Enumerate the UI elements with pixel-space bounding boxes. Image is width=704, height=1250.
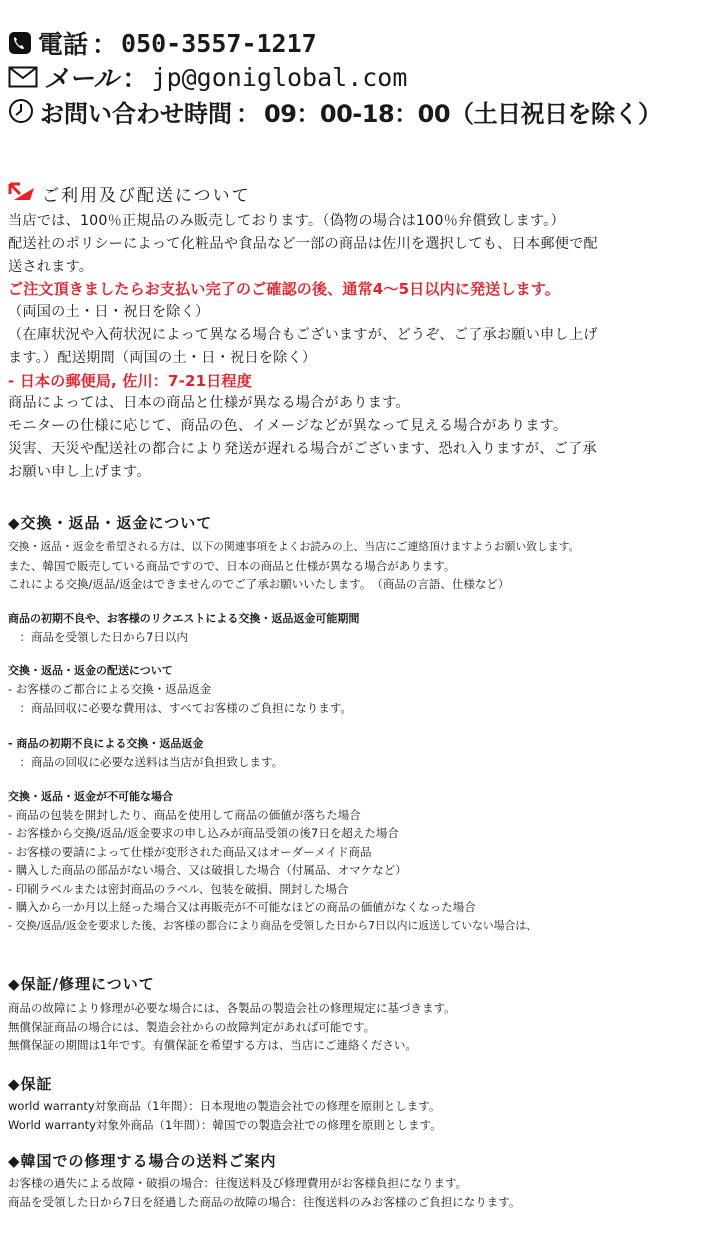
usage-title: ご利用及び配送について (42, 185, 251, 206)
warranty-title: ◆保証 (8, 1075, 53, 1093)
contact-block (8, 26, 662, 128)
mail-label: メール (44, 64, 119, 93)
impossible-title: 交換・返品・返金が不可能な場合 (8, 789, 173, 803)
repair-line: 無償保証商品の場合には、製造会社からの故障判定があれば可能です。 (8, 1019, 376, 1034)
airplane-icon (8, 182, 36, 204)
impossible-list (8, 806, 696, 936)
repair-section (8, 973, 696, 1055)
clock-icon (8, 98, 34, 124)
usage-line: お願い申し上げます。 (8, 463, 151, 480)
list-item: - 印刷ラベルまたは密封商品のラベル、包装を破損、開封した場合 (8, 881, 349, 896)
usage-line: 送されます。 (8, 258, 94, 275)
warranty-line: world warranty対象商品（1年間）：日本現地の製造会社での修理を原則とします。 (8, 1099, 441, 1113)
korea-repair-body (8, 1174, 696, 1211)
korea-repair-title: ◆韓国での修理する場合の送料ご案内 (8, 1152, 277, 1170)
exchange-intro (8, 538, 696, 594)
mail-row: メール ： jp@goniglobal.com (8, 60, 662, 94)
repair-body (8, 999, 696, 1055)
korea-repair-section (8, 1150, 696, 1211)
defect-title: - 商品の初期不良による交換・返品返金 (8, 737, 204, 750)
phone-icon (8, 31, 32, 55)
hours-label: お問い合わせ時間 (40, 99, 232, 128)
korea-repair-line: 商品を受領した日から7日を経過した商品の故障の場合：往復送料のみお客様のご負担になります。 (8, 1194, 521, 1209)
hours-value: 09：00-18：00（土日祝日を除く） (264, 99, 662, 128)
repair-line: 商品の故障により修理が必要な場合には、各製品の製造会社の修理規定に基づきます。 (8, 1001, 456, 1015)
period-title: 商品の初期不良や、お客様のリクエストによる交換・返品返金可能期間 (8, 611, 360, 625)
shipping-line: - お客様のご都合による交換・返品返金 (8, 682, 212, 696)
usage-line: 商品によっては、日本の商品と仕様が異なる場合があります。 (8, 395, 410, 412)
phone-label: 電話 (38, 30, 89, 59)
exchange-intro-line: 交換・返品・返金を希望される方は、以下の関連事項をよくお読みの上、当店にご連絡頂けますようお願い致します。 (8, 540, 580, 553)
usage-line: ます。）配送期間（両国の土・日・祝日を除く） (8, 349, 317, 366)
list-item: - 購入から一か月以上経った場合又は再販売が不可能なほどの商品の価値がなくなった場合 (8, 900, 476, 914)
warranty-line: World warranty対象外商品（1年間）：韓国での製造会社での修理を原則とします。 (8, 1117, 442, 1132)
list-item: - 購入した商品の部品がない場合、又は破損した場合（付属品、オマケなど） (8, 863, 407, 877)
warranty-section (8, 1073, 696, 1134)
shipping-title: 交換・返品・返金の配送について (8, 664, 173, 677)
usage-body (8, 210, 696, 484)
list-item: - お客様の要請によって仕様が変形された商品又はオーダーメイド商品 (8, 844, 372, 859)
shipping-notice: ご注文頂きましたらお支払い完了のご確認の後、通常4～5日以内に発送します。 (8, 280, 561, 299)
exchange-title: ◆交換・返品・返金について (8, 514, 213, 532)
usage-line: 災害、天災や配送社の都合により発送が遅れる場合がございます、恐れ入りますが、ご了承 (8, 440, 597, 457)
warranty-body (8, 1097, 696, 1134)
usage-line: 当店では、100％正規品のみ販売しております。（偽物の場合は100％弁償致します。） (8, 213, 565, 229)
repair-title: ◆保証/修理について (8, 975, 155, 993)
exchange-intro-line: これによる交換/返品/返金はできませんのでご了承お願いいたします。 （商品の言語、仕様など） (8, 577, 510, 591)
korea-repair-line: お客様の過失による故障・破損の場合：往復送料及び修理費用がお客様負担になります。 (8, 1176, 468, 1190)
list-item: - 商品の包装を開封したり、商品を使用して商品の価値が落ちた場合 (8, 807, 361, 822)
period-text: ：商品を受領した日から7日以内 (8, 629, 188, 644)
list-item: - お客様から交換/返品/返金要求の申し込みが商品受領の後7日を超えた場合 (8, 826, 399, 840)
usage-line: モニターの仕様に応じて、商品の色、イメージなどが異なって見える場合があります。 (8, 418, 568, 435)
phone-number[interactable]: 050-3557-1217 (121, 28, 317, 58)
mail-address[interactable]: jp@goniglobal.com (151, 62, 408, 92)
repair-line: 無償保証の期間は1年です。有償保証を希望する方は、当店にご連絡ください。 (8, 1038, 417, 1052)
usage-line: 配送社のポリシーによって化粧品や食品など一部の商品は佐川を選択しても、日本郵便で配 (8, 235, 598, 252)
exchange-intro-line: また、韓国で販売している商品ですので、日本の商品と仕様が異なる場合があります。 (8, 558, 456, 573)
hours-row: お問い合わせ時間 ： 09：00-18：00（土日祝日を除く） (8, 94, 662, 128)
defect-text: ：商品の回収に必要な送料は当店が負担致します。 (8, 755, 284, 769)
usage-line: （両国の土・日・祝日を除く） (8, 304, 210, 321)
phone-row: 電話 ： 050-3557-1217 (8, 26, 662, 60)
mail-icon (8, 66, 38, 88)
usage-heading (8, 179, 696, 207)
list-item: - 交換/返品/返金を要求した後、お客様の都合により商品を受領した日から7日以内に返送していない場合は、 (8, 918, 537, 932)
usage-line: （在庫状況や入荷状況によって異なる場合もございますが、どうぞ、ご了承お願い申し上げ (8, 326, 598, 343)
exchange-section (8, 512, 696, 935)
delivery-period: - 日本の郵便局, 佐川：7-21日程度 (8, 371, 252, 390)
shipping-line: ：商品回収に必要な費用は、すべてお客様のご負担になります。 (8, 700, 352, 715)
usage-section (8, 179, 696, 484)
